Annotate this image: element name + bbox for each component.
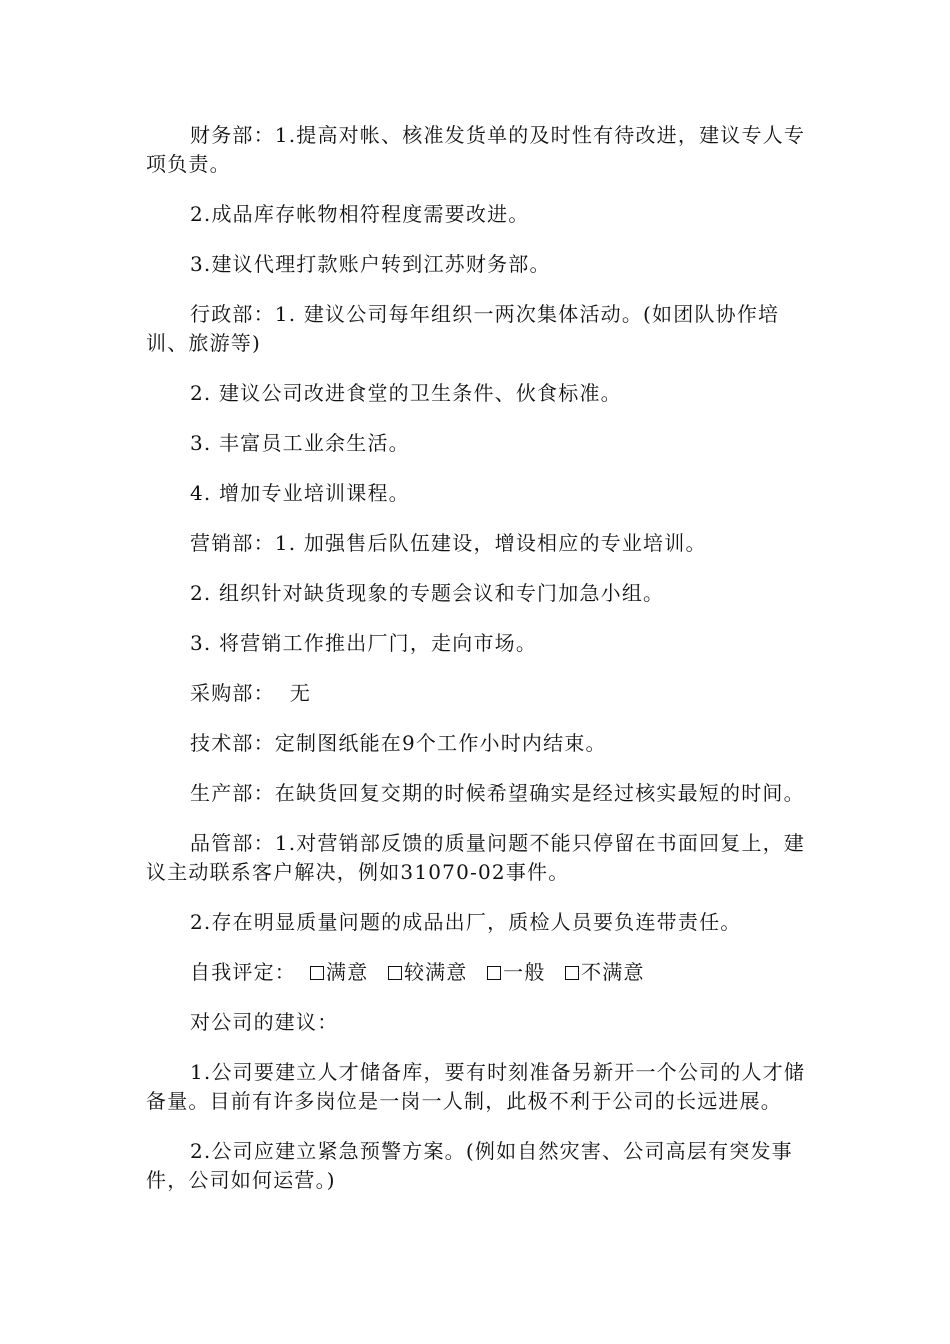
option-unsatisfied[interactable]: 不满意 [565, 958, 645, 987]
paragraph-admin-4: 4. 增加专业培训课程。 [190, 481, 410, 505]
checkbox-icon[interactable] [310, 966, 324, 980]
paragraph-marketing-3: 3. 将营销工作推出厂门，走向市场。 [190, 631, 538, 655]
suggestions-heading: 对公司的建议： [190, 1010, 339, 1034]
paragraph-finance-3: 3.建议代理打款账户转到江苏财务部。 [190, 252, 551, 276]
option-fairly-satisfied[interactable]: 较满意 [388, 958, 468, 987]
paragraph-quality-1: 品管部：1.对营销部反馈的质量问题不能只停留在书面回复上，建议主动联系客户解决，例如31070-02事件。 [146, 831, 806, 884]
option-average[interactable]: 一般 [487, 958, 545, 987]
suggestion-item-1: 1.公司要建立人才储备库，要有时刻准备另新开一个公司的人才储备量。目前有许多岗位是一岗一人制，此极不利于公司的长远进展。 [146, 1060, 806, 1113]
paragraph-marketing-2: 2. 组织针对缺货现象的专题会议和专门加急小组。 [190, 581, 665, 605]
checkbox-icon[interactable] [565, 966, 579, 980]
paragraph-quality-2: 2.存在明显质量问题的成品出厂，质检人员要负连带责任。 [190, 910, 742, 934]
paragraph-admin-2: 2. 建议公司改进食堂的卫生条件、伙食标准。 [190, 381, 622, 405]
document-body [146, 121, 808, 1216]
paragraph-marketing-1: 营销部：1. 加强售后队伍建设，增设相应的专业培训。 [190, 531, 707, 555]
option-satisfied[interactable]: 满意 [310, 958, 368, 987]
checkbox-icon[interactable] [487, 966, 501, 980]
paragraph-purchasing: 采购部： 无 [190, 681, 312, 705]
paragraph-finance-1: 财务部：1.提高对帐、核准发货单的及时性有待改进，建议专人专项负责。 [146, 123, 806, 176]
paragraph-admin-1: 行政部：1. 建议公司每年组织一两次集体活动。(如团队协作培训、旅游等) [146, 302, 780, 355]
paragraph-production: 生产部：在缺货回复交期的时候希望确实是经过核实最短的时间。 [190, 781, 805, 805]
paragraph-finance-2: 2.成品库存帐物相符程度需要改进。 [190, 202, 530, 226]
checkbox-icon[interactable] [388, 966, 402, 980]
self-assessment-row [146, 958, 808, 987]
paragraph-technical: 技术部：定制图纸能在9个工作小时内结束。 [190, 731, 607, 755]
self-assessment-label: 自我评定： [190, 960, 296, 984]
paragraph-admin-3: 3. 丰富员工业余生活。 [190, 431, 410, 455]
self-assessment-options [310, 958, 657, 987]
suggestion-item-2: 2.公司应建立紧急预警方案。(例如自然灾害、公司高层有突发事件，公司如何运营。) [146, 1139, 793, 1192]
